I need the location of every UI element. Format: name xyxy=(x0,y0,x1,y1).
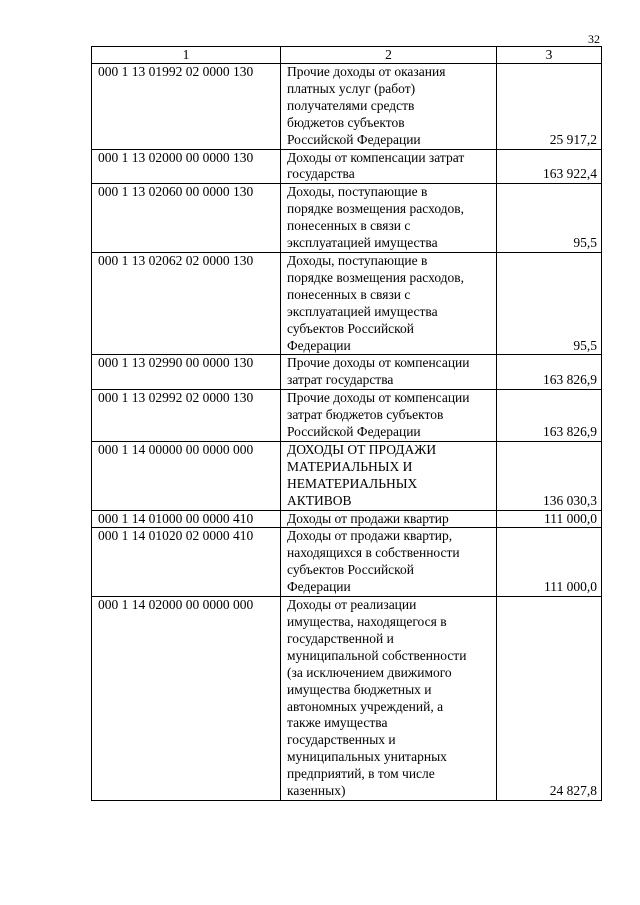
table-row xyxy=(92,510,602,528)
revenue-amount: 95,5 xyxy=(497,252,602,354)
budget-code: 000 1 13 02062 02 0000 130 xyxy=(92,252,281,354)
revenue-amount: 24 827,8 xyxy=(497,597,602,801)
revenue-name: Доходы от продажи квартир, находящихся в собственности субъектов Российской Федерации xyxy=(281,528,497,597)
revenue-name: Прочие доходы от компенсации затрат бюджетов субъектов Российской Федерации xyxy=(281,390,497,442)
table-row xyxy=(92,355,602,390)
table-row xyxy=(92,184,602,253)
revenue-name: Прочие доходы от оказания платных услуг (работ) получателями средств бюджетов субъектов Российской Федерации xyxy=(281,64,497,150)
column-header-code: 1 xyxy=(92,47,281,64)
revenue-amount: 25 917,2 xyxy=(497,64,602,150)
revenue-name: Доходы от продажи квартир xyxy=(281,510,497,528)
revenue-name: Прочие доходы от компенсации затрат государства xyxy=(281,355,497,390)
budget-code: 000 1 13 02000 00 0000 130 xyxy=(92,149,281,184)
table-row xyxy=(92,597,602,801)
budget-code: 000 1 13 02060 00 0000 130 xyxy=(92,184,281,253)
revenue-table xyxy=(91,46,602,801)
table-row xyxy=(92,528,602,597)
header-row xyxy=(92,47,602,64)
revenue-amount: 136 030,3 xyxy=(497,441,602,510)
budget-code: 000 1 14 01020 02 0000 410 xyxy=(92,528,281,597)
table-row xyxy=(92,64,602,150)
table-row xyxy=(92,390,602,442)
page-number: 32 xyxy=(588,32,600,46)
column-header-name: 2 xyxy=(281,47,497,64)
revenue-amount: 111 000,0 xyxy=(497,510,602,528)
revenue-name: Доходы от реализации имущества, находящегося в государственной и муниципальной собственности (за исключением движимого имущества бюджетных и автономных учреждений, а также имущества государственных и муниципальных унитарных предприятий, в том числе казенных) xyxy=(281,597,497,801)
revenue-amount: 95,5 xyxy=(497,184,602,253)
table-row xyxy=(92,149,602,184)
table-row xyxy=(92,441,602,510)
revenue-amount: 163 826,9 xyxy=(497,390,602,442)
revenue-amount: 163 826,9 xyxy=(497,355,602,390)
table-row xyxy=(92,252,602,354)
revenue-name: Доходы, поступающие в порядке возмещения расходов, понесенных в связи с эксплуатацией имущества xyxy=(281,184,497,253)
revenue-amount: 111 000,0 xyxy=(497,528,602,597)
revenue-amount: 163 922,4 xyxy=(497,149,602,184)
revenue-name: ДОХОДЫ ОТ ПРОДАЖИ МАТЕРИАЛЬНЫХ И НЕМАТЕРИАЛЬНЫХ АКТИВОВ xyxy=(281,441,497,510)
revenue-name: Доходы от компенсации затрат государства xyxy=(281,149,497,184)
budget-code: 000 1 14 01000 00 0000 410 xyxy=(92,510,281,528)
budget-code: 000 1 13 02990 00 0000 130 xyxy=(92,355,281,390)
budget-code: 000 1 13 01992 02 0000 130 xyxy=(92,64,281,150)
budget-code: 000 1 13 02992 02 0000 130 xyxy=(92,390,281,442)
budget-code: 000 1 14 02000 00 0000 000 xyxy=(92,597,281,801)
revenue-name: Доходы, поступающие в порядке возмещения расходов, понесенных в связи с эксплуатацией имущества субъектов Российской Федерации xyxy=(281,252,497,354)
column-header-amount: 3 xyxy=(497,47,602,64)
budget-code: 000 1 14 00000 00 0000 000 xyxy=(92,441,281,510)
